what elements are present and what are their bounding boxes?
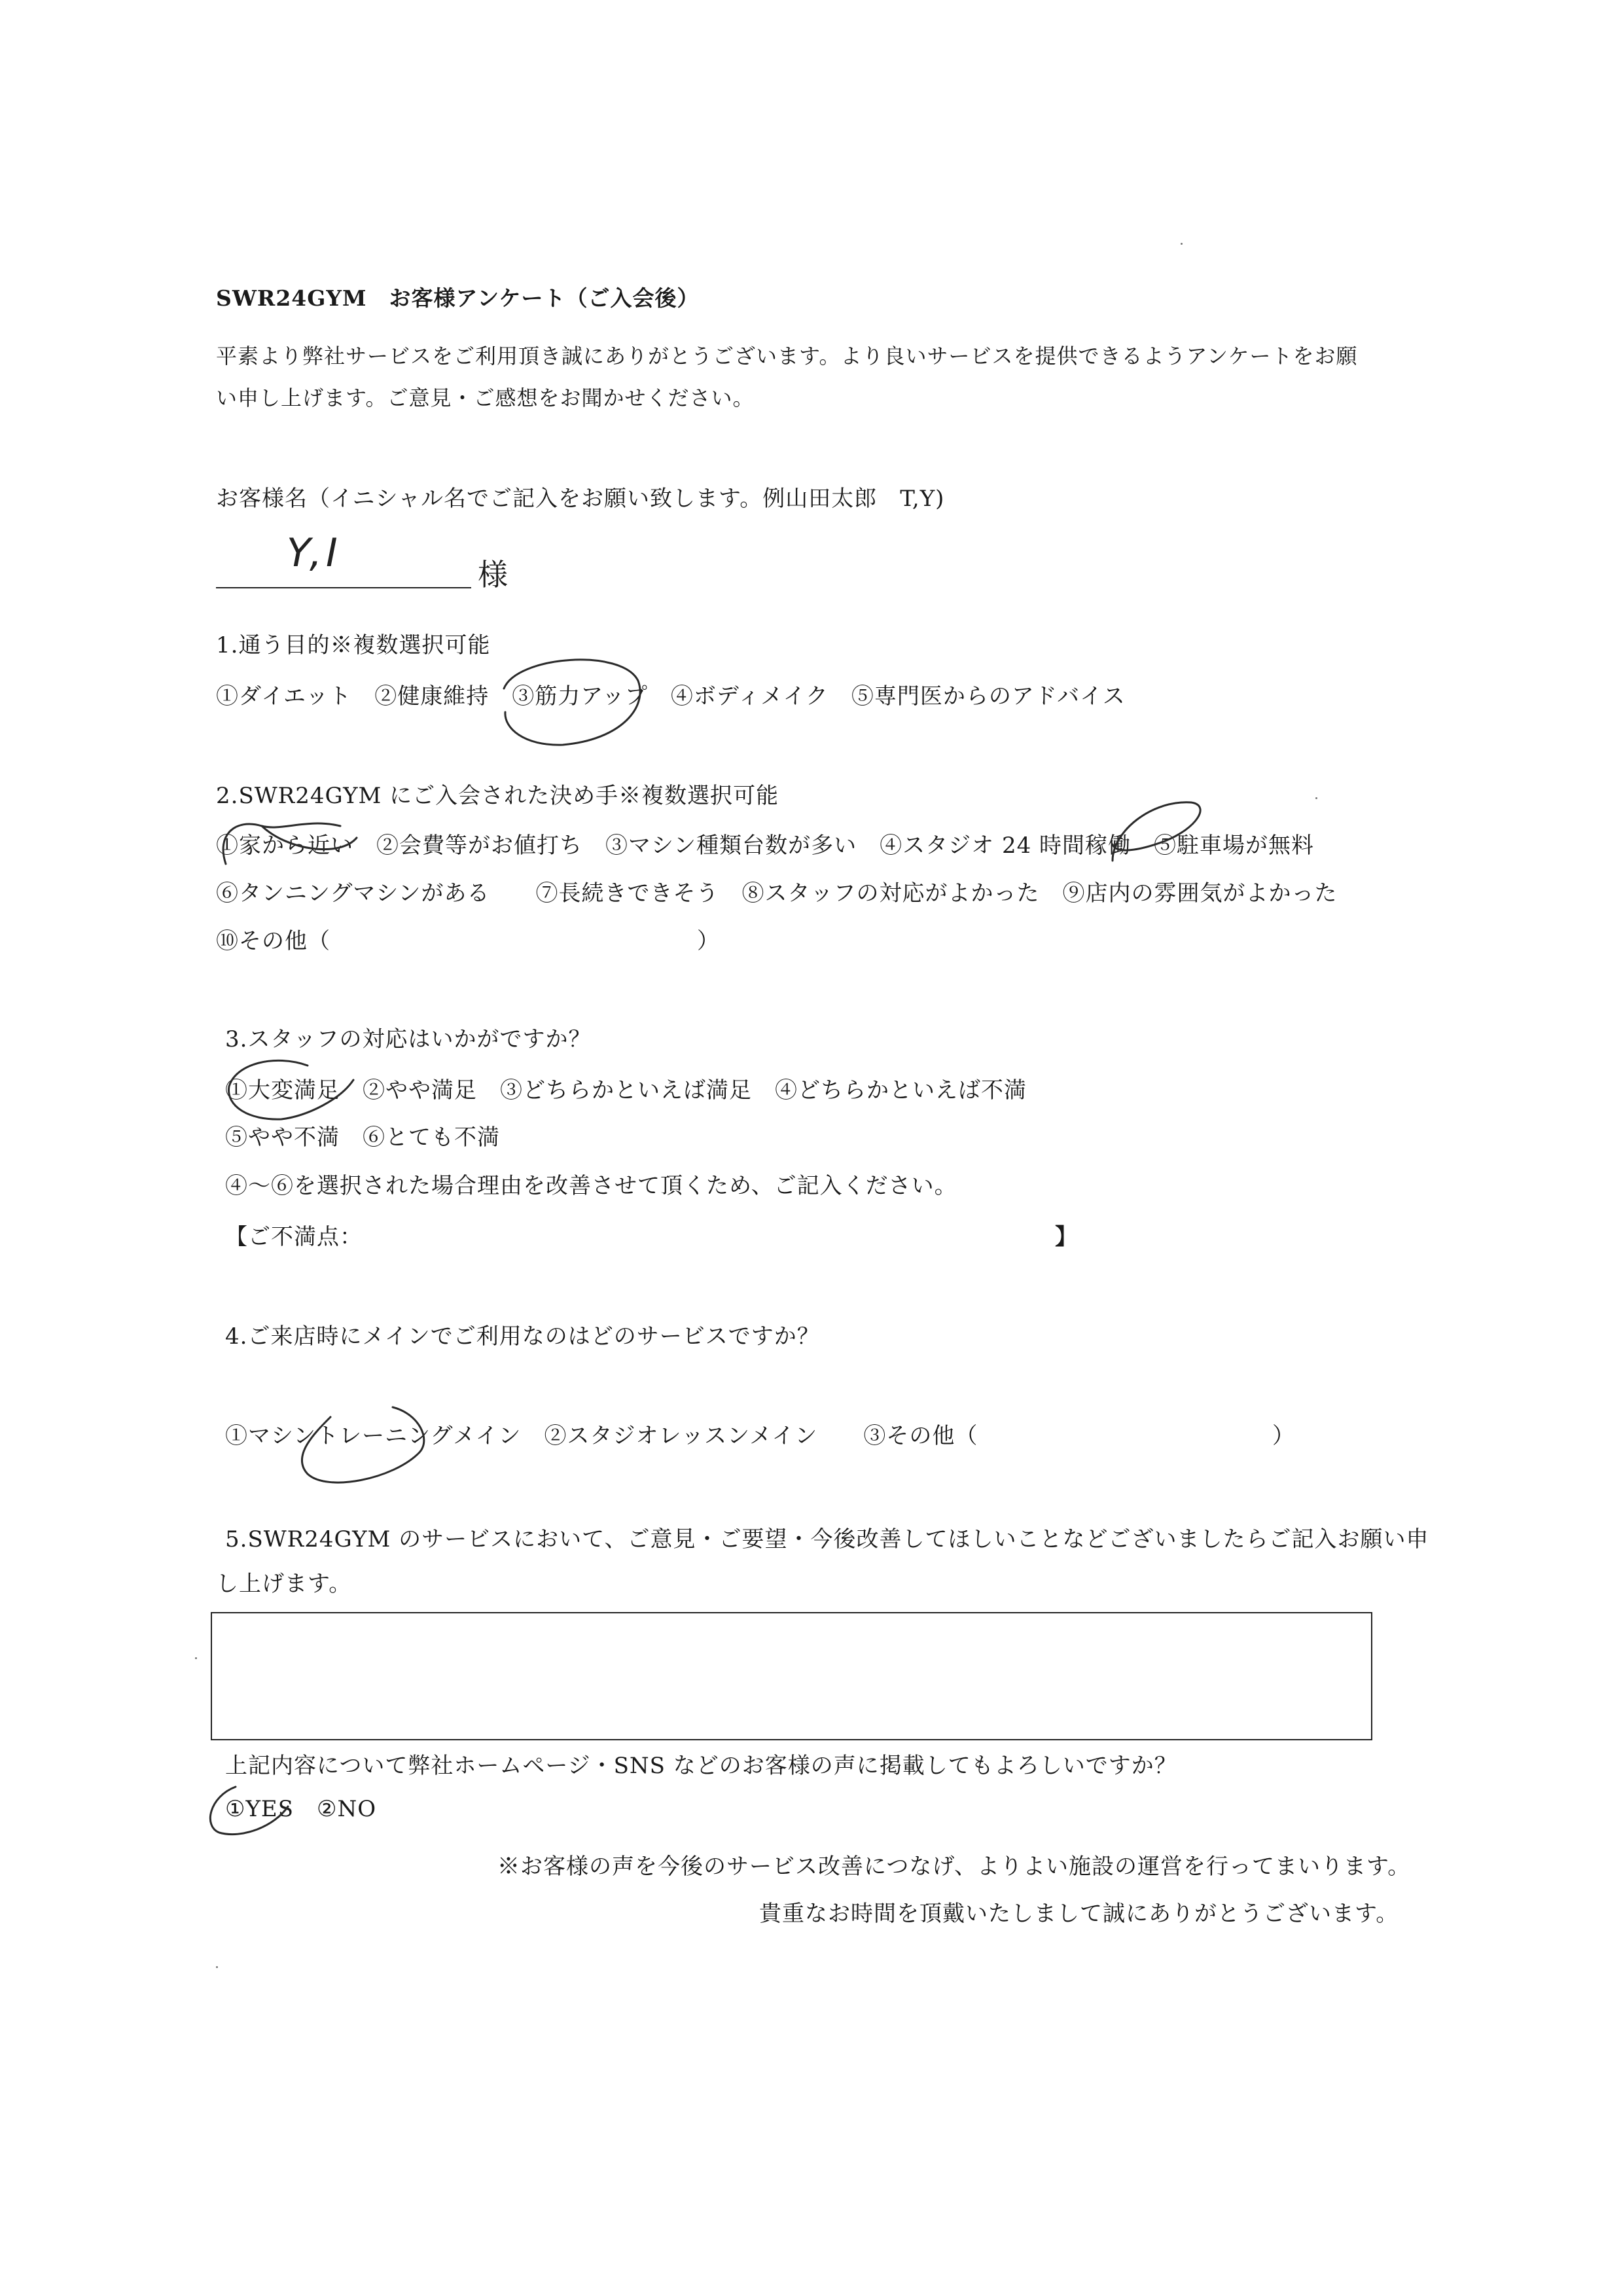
q2-options-row-1[interactable]: ①家から近い ②会費等がお値打ち ③マシン種類台数が多い ④スタジオ 24 時間稼働 ⑤駐車場が無料 bbox=[216, 833, 1315, 859]
intro-line-2: い申し上げます。ご意見・ご感想をお聞かせください。 bbox=[216, 386, 755, 410]
footer-thanks: 貴重なお時間を頂戴いたしまして誠にありがとうございます。 bbox=[759, 1901, 1399, 1927]
footer-note: ※お客様の声を今後のサービス改善につなげ、よりよい施設の運営を行ってまいります。 bbox=[497, 1854, 1411, 1880]
q4-options-close: ） bbox=[1272, 1423, 1295, 1449]
customer-name-label: お客様名（イニシャル名でご記入をお願い致します。例山田太郎 T,Y) bbox=[216, 486, 945, 512]
q4-question: 4.ご来店時にメインでご利用なのはどのサービスですか？ bbox=[225, 1323, 820, 1350]
q5-question-line-2: し上げます。 bbox=[216, 1571, 352, 1597]
scan-speck bbox=[195, 1657, 197, 1659]
q3-complaint-label: 【ご不満点： bbox=[225, 1224, 363, 1250]
q4-options[interactable]: ①マシントレーニングメイン ②スタジオレッスンメイン ③その他（ bbox=[225, 1423, 978, 1449]
consent-question: 上記内容について弊社ホームページ・SNS などのお客様の声に掲載してもよろしいですか？ bbox=[225, 1753, 1177, 1779]
q3-reason-note: ④～⑥を選択された場合理由を改善させて頂くため、ご記入ください。 bbox=[225, 1173, 957, 1199]
q1-question: 1.通う目的※複数選択可能 bbox=[216, 632, 491, 658]
scan-speck bbox=[216, 1966, 218, 1968]
customer-name-underline bbox=[216, 587, 471, 588]
q2-options-row-2[interactable]: ⑥タンニングマシンがある ⑦長続きできそう ⑧スタッフの対応がよかった ⑨店内の雰囲気がよかった bbox=[216, 880, 1338, 906]
intro-line-1: 平素より弊社サービスをご利用頂き誠にありがとうございます。より良いサービスを提供できるようアンケートをお願 bbox=[216, 344, 1358, 368]
q2-question: 2.SWR24GYM にご入会された決め手※複数選択可能 bbox=[216, 783, 779, 809]
q3-complaint-close: 】 bbox=[1055, 1224, 1078, 1250]
q3-question: 3.スタッフの対応はいかがですか？ bbox=[225, 1026, 592, 1052]
scan-speck bbox=[1181, 243, 1183, 245]
scan-speck bbox=[1315, 797, 1317, 799]
q5-question-line-1: 5.SWR24GYM のサービスにおいて、ご意見・ご要望・今後改善してほしいことなどございましたらご記入お願い申 bbox=[225, 1526, 1429, 1552]
survey-title: SWR24GYM お客様アンケート（ご入会後） bbox=[216, 285, 700, 311]
q3-options-row-2[interactable]: ⑤やや不満 ⑥とても不満 bbox=[225, 1124, 500, 1151]
consent-options[interactable]: ①YES ②NO bbox=[225, 1796, 377, 1822]
customer-honorific: 様 bbox=[478, 557, 508, 592]
q2-options-row-3[interactable]: ⑩その他（ ） bbox=[216, 928, 720, 954]
q1-options[interactable]: ①ダイエット ②健康維持 ③筋力アップ ④ボディメイク ⑤専門医からのアドバイス bbox=[216, 683, 1126, 709]
customer-name-handwritten[interactable]: Y,I bbox=[287, 530, 342, 576]
q3-options-row-1[interactable]: ①大変満足 ②やや満足 ③どちらかといえば満足 ④どちらかといえば不満 bbox=[225, 1077, 1027, 1103]
q5-comment-box[interactable] bbox=[211, 1612, 1372, 1740]
